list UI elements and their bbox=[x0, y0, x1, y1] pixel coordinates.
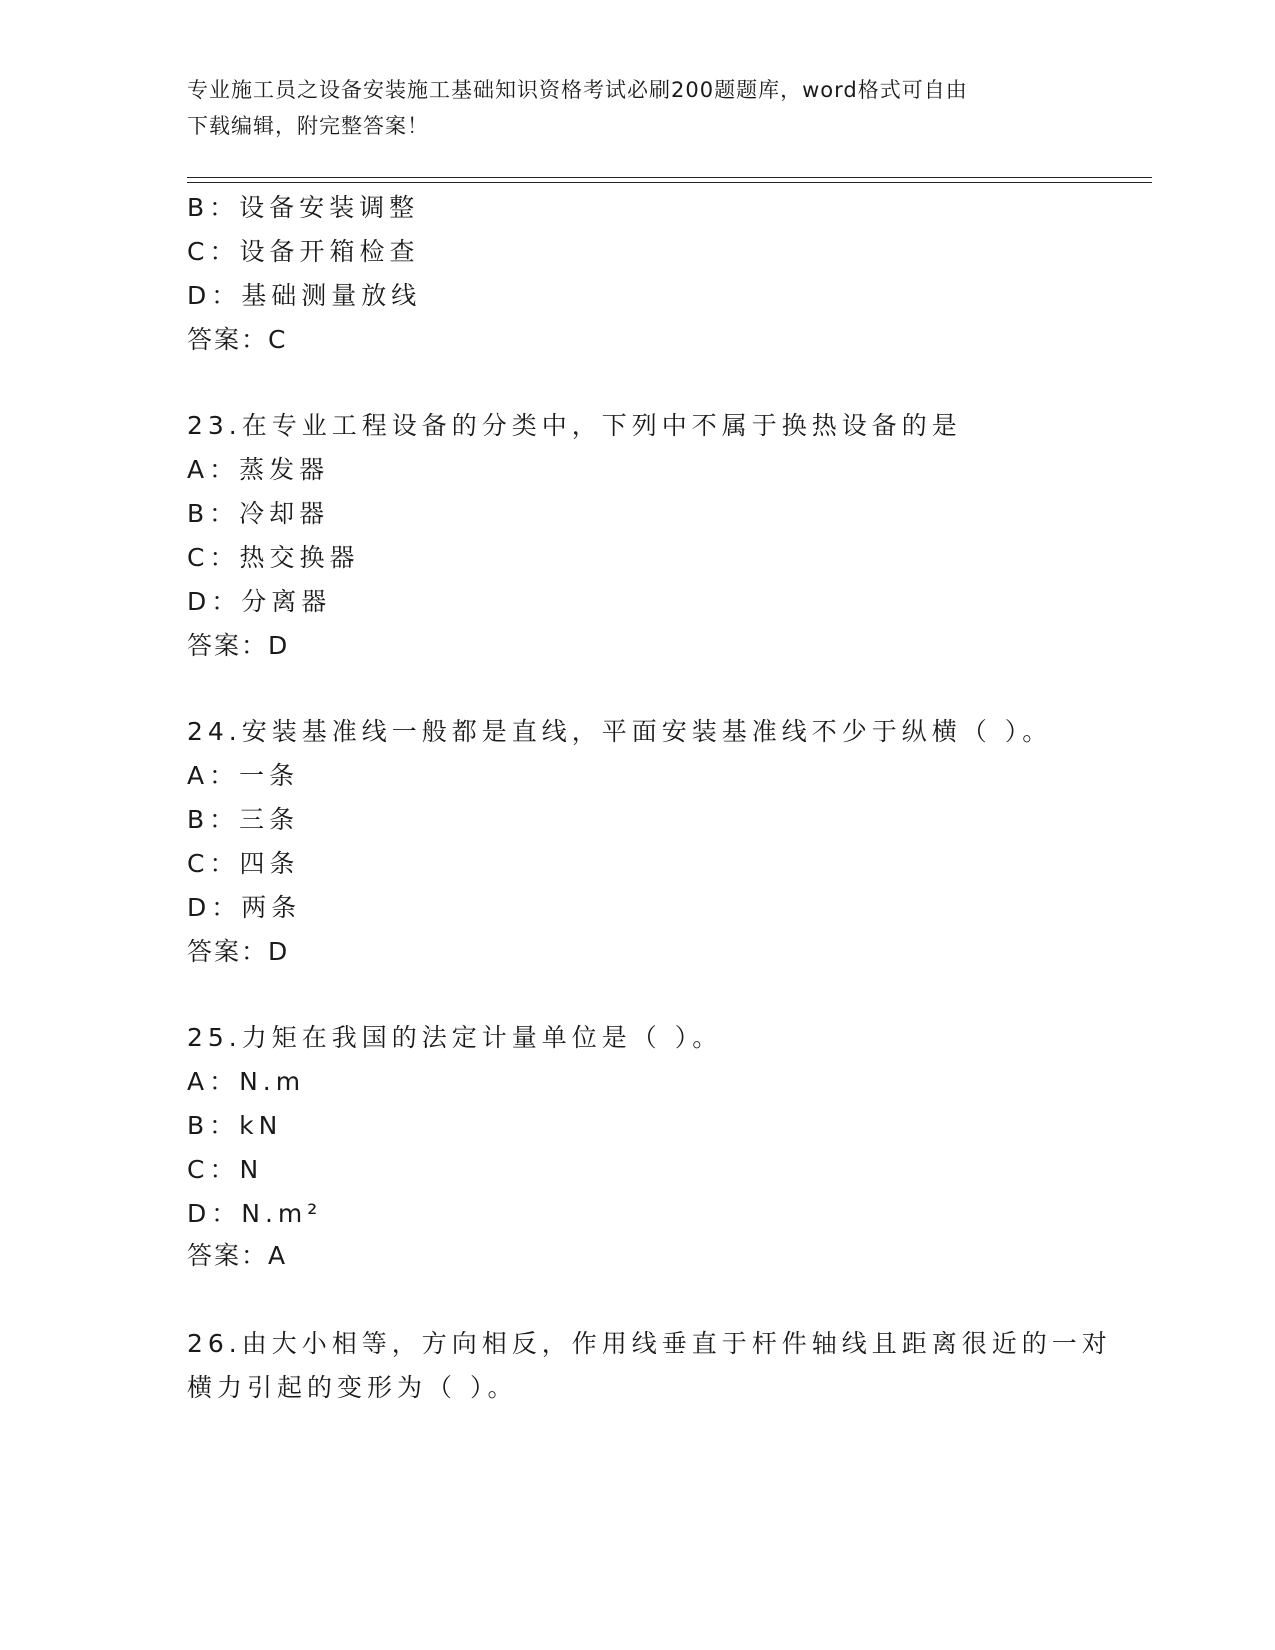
q25-option-b: B：kN bbox=[187, 1111, 283, 1140]
document-header bbox=[187, 72, 1087, 144]
q26-stem-line-2: 横力引起的变形为（ ）。 bbox=[187, 1373, 518, 1402]
q24-stem: 24.安装基准线一般都是直线，平面安装基准线不少于纵横（ ）。 bbox=[187, 717, 1053, 746]
header-divider-top bbox=[187, 177, 1152, 178]
prev-answer: 答案：C bbox=[187, 325, 288, 354]
q24-option-d: D：两条 bbox=[187, 893, 302, 922]
prev-option-d: D：基础测量放线 bbox=[187, 281, 422, 310]
header-divider-bottom bbox=[187, 182, 1152, 183]
q25-option-a: A：N.m bbox=[187, 1067, 306, 1096]
q24-answer: 答案：D bbox=[187, 937, 290, 966]
q24-option-a: A：一条 bbox=[187, 761, 300, 790]
q23-stem: 23.在专业工程设备的分类中，下列中不属于换热设备的是 bbox=[187, 411, 962, 440]
q23-option-c: C：热交换器 bbox=[187, 543, 360, 572]
q25-stem: 25.力矩在我国的法定计量单位是（ ）。 bbox=[187, 1023, 723, 1052]
q23-option-d: D：分离器 bbox=[187, 587, 332, 616]
q24-option-c: C：四条 bbox=[187, 849, 300, 878]
prev-option-c: C：设备开箱检查 bbox=[187, 237, 420, 266]
q23-option-b: B：冷却器 bbox=[187, 499, 330, 528]
q25-answer: 答案：A bbox=[187, 1241, 288, 1270]
q23-option-a: A：蒸发器 bbox=[187, 455, 330, 484]
q25-option-c: C：N bbox=[187, 1155, 264, 1184]
prev-option-b: B：设备安装调整 bbox=[187, 193, 420, 222]
q25-option-d: D：N.m² bbox=[187, 1199, 323, 1228]
q26-stem-line-1: 26.由大小相等，方向相反，作用线垂直于杆件轴线且距离很近的一对 bbox=[187, 1329, 1112, 1358]
header-line-1: 专业施工员之设备安装施工基础知识资格考试必刷200题题库，word格式可自由 bbox=[187, 78, 968, 102]
q24-option-b: B：三条 bbox=[187, 805, 300, 834]
q23-answer: 答案：D bbox=[187, 631, 290, 660]
header-line-2: 下载编辑，附完整答案！ bbox=[187, 114, 429, 138]
